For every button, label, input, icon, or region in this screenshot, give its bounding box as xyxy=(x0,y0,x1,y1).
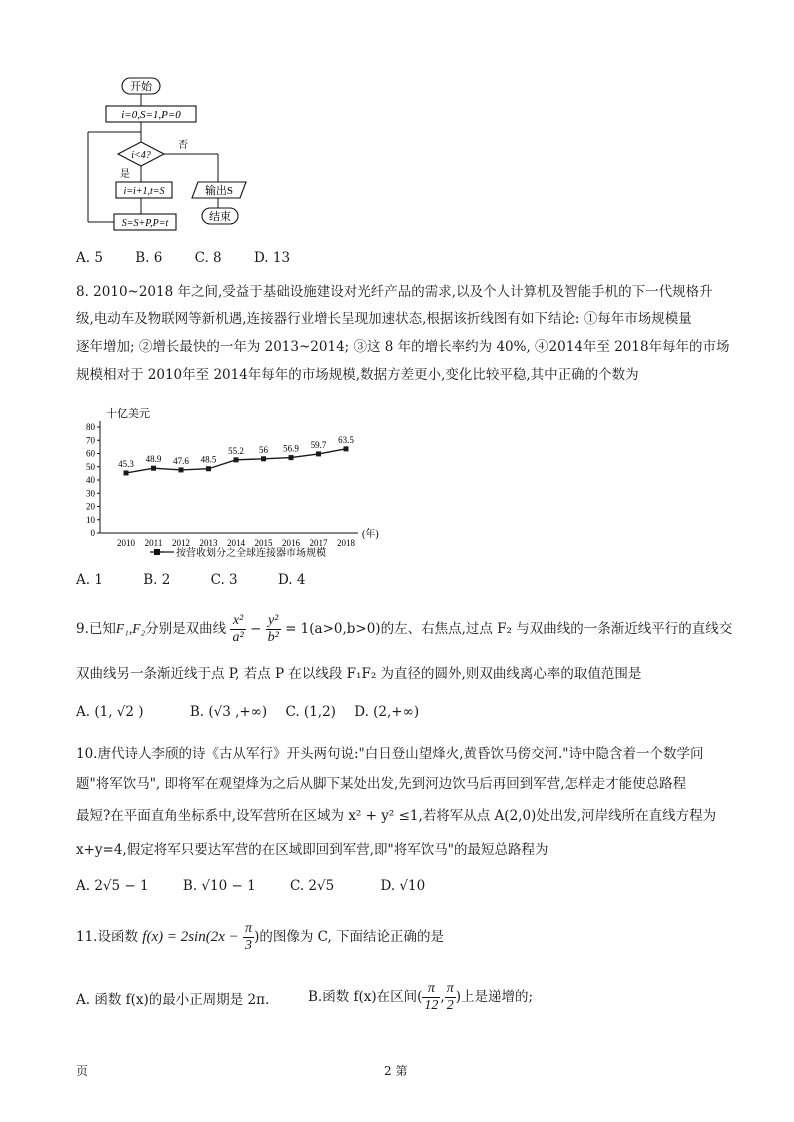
footer-page-number: 2 第 xyxy=(384,1064,408,1078)
chart-data-label: 63.5 xyxy=(338,434,354,445)
q9-options xyxy=(76,702,447,722)
chart-data-label: 56.9 xyxy=(283,443,299,454)
q7-options xyxy=(76,248,318,268)
q10-option-a[interactable]: A. 2√5 − 1 xyxy=(76,878,149,894)
chart-y-tick-label: 10 xyxy=(86,514,95,525)
q11-option-a[interactable]: A. 函数 f(x)的最小正周期是 2π. xyxy=(76,992,270,1008)
flowchart-output-text: 输出S xyxy=(204,185,234,197)
q11-option-b-suffix: )上是递增的; xyxy=(455,989,534,1005)
q8-line2: 级,电动车及物联网等新机遇,连接器行业增长呈现加速状态,根据该折线图有如下结论: ①每年市场规模量 xyxy=(76,311,692,327)
q10-line1: 10.唐代诗人李颀的诗《古从军行》开头两句说:"白日登山望烽火,黄昏饮马傍交河."诗中隐含着一个数学问 xyxy=(76,746,704,762)
flowchart-end-text: 结束 xyxy=(209,211,231,223)
q9-option-c[interactable]: C. (1,2) xyxy=(285,704,336,720)
q9-option-a[interactable]: A. (1, √2 ) xyxy=(76,704,144,720)
q7-option-b[interactable]: B. 6 xyxy=(135,250,163,266)
q11-line1 xyxy=(76,918,444,956)
q11-option-b-prefix: B.函数 f(x)在区间( xyxy=(308,989,423,1005)
chart-x-tick-label: 2010 xyxy=(117,538,135,548)
q11-option-b-fraction-2: $\frac{\pi}{2}$ xyxy=(446,981,454,1013)
chart-y-tick-label: 30 xyxy=(86,488,95,499)
q11-prefix: 11.设函数 xyxy=(76,929,138,945)
q9-line1 xyxy=(76,610,732,648)
q8-line4: 规模相对于 2010年至 2014年每年的市场规模,数据方差更小,变化比较平稳,其中正确的个数为 xyxy=(76,367,639,383)
chart-point xyxy=(289,455,294,460)
q8-options xyxy=(76,570,333,590)
chart-point xyxy=(234,457,239,462)
market-size-line-chart xyxy=(78,405,398,563)
q11-suffix: )的图像为 C, 下面结论正确的是 xyxy=(254,929,445,945)
q7-option-d[interactable]: D. 13 xyxy=(253,250,291,266)
chart-y-axis-label: 十亿美元 xyxy=(106,408,150,420)
chart-y-tick-label: 80 xyxy=(86,422,95,432)
chart-point xyxy=(206,466,211,471)
chart-legend-label: 按营收划分之全球连接器市场规模 xyxy=(176,548,326,559)
q10-option-b[interactable]: B. √10 − 1 xyxy=(182,878,256,894)
flowchart-init-text: i=0,S=1,P=0 xyxy=(121,109,181,121)
chart-point xyxy=(261,456,266,461)
flowchart-step2-text: S=S+P,P=t xyxy=(121,218,169,229)
q7-option-a[interactable]: A. 5 xyxy=(76,250,103,266)
chart-x-tick-label: 2016 xyxy=(282,538,300,548)
chart-y-tick-label: 20 xyxy=(86,501,95,512)
chart-y-tick-label: 70 xyxy=(86,435,95,446)
chart-x-tick-label: 2017 xyxy=(309,538,328,548)
chart-x-axis-label: (年) xyxy=(362,529,379,540)
q9-option-b[interactable]: B. (√3 ,+∞) xyxy=(189,704,268,720)
chart-x-tick-label: 2013 xyxy=(199,538,218,548)
q11-option-b-comma: , xyxy=(440,989,445,1005)
q10-option-d[interactable]: D. √10 xyxy=(380,878,426,894)
chart-x-tick-label: 2015 xyxy=(254,538,273,548)
chart-x-tick-label: 2012 xyxy=(172,538,190,548)
q8-line1: 8. 2010~2018 年之间,受益于基础设施建设对光纤产品的需求,以及个人计算机及智能手机的下一代规格升 xyxy=(76,284,713,300)
chart-data-label: 59.7 xyxy=(310,439,327,450)
q9-fraction-y: $\frac{\text{y²}}{\text{b²}}$ xyxy=(267,613,279,645)
q8-option-b[interactable]: B. 2 xyxy=(143,572,171,588)
chart-data-label: 48.9 xyxy=(145,454,162,465)
q8-line3: 逐年增加; ②增长最快的一年为 2013~2014; ③这 8 年的增长率约为 40%, ④2014年至 2018年每年的市场 xyxy=(76,339,730,355)
chart-y-tick-label: 0 xyxy=(90,528,95,538)
q9-foci: F₁,F₂ xyxy=(115,621,146,636)
q10-line3: 最短?在平面直角坐标系中,设军营所在区域为 x² + y² ≤1,若将军从点 A(2,0)处出发,河岸线所在直线方程为 xyxy=(76,808,717,824)
chart-point xyxy=(124,470,129,475)
chart-x-tick-label: 2011 xyxy=(144,538,163,548)
q9-option-d[interactable]: D. (2,+∞) xyxy=(354,704,420,720)
q9-rest: = 1(a>0,b>0)的左、右焦点,过点 F₂ 与双曲线的一条渐近线平行的直线交 xyxy=(285,621,733,637)
q9-fraction-x: $\frac{\text{x²}}{\text{a²}}$ xyxy=(232,613,244,645)
q9-line2: 双曲线另一条渐近线于点 P, 若点 P 在以线段 F₁F₂ 为直径的圆外,则双曲线离心率的取值范围是 xyxy=(76,666,642,682)
q9-minus: − xyxy=(249,621,262,637)
q11-option-b[interactable] xyxy=(308,978,533,1016)
chart-point xyxy=(344,446,349,451)
chart-data-label: 55.2 xyxy=(228,445,244,456)
flowchart-yes-label: 是 xyxy=(120,169,130,180)
q8-option-c[interactable]: C. 3 xyxy=(210,572,238,588)
q11-function: f(x) = 2sin(2x − xyxy=(142,929,239,945)
q10-option-c[interactable]: C. 2√5 xyxy=(289,878,335,894)
flowchart-no-label: 否 xyxy=(178,140,188,151)
chart-x-tick-label: 2014 xyxy=(227,538,245,548)
q11-fraction: $\frac{\pi}{3}$ xyxy=(245,921,253,953)
q11-option-b-fraction-1: $\frac{\pi}{12}$ xyxy=(424,981,439,1013)
chart-point xyxy=(179,467,184,472)
chart-x-tick-label: 2018 xyxy=(337,538,355,548)
chart-data-label: 56 xyxy=(259,444,268,455)
flowchart-condition-text: i<4? xyxy=(131,150,151,161)
chart-point xyxy=(316,451,321,456)
q8-option-a[interactable]: A. 1 xyxy=(76,572,103,588)
chart-point xyxy=(151,466,156,471)
q9-mid: 分别是双曲线 xyxy=(145,621,227,637)
q8-option-d[interactable]: D. 4 xyxy=(277,572,306,588)
chart-y-tick-label: 60 xyxy=(86,448,95,459)
chart-y-tick-label: 40 xyxy=(86,475,95,485)
q7-option-c[interactable]: C. 8 xyxy=(194,250,222,266)
flowchart-step1-text: i=i+1,t=S xyxy=(123,186,165,197)
chart-y-tick-label: 50 xyxy=(86,461,95,472)
chart-data-label: 45.3 xyxy=(118,458,134,469)
chart-data-label: 47.6 xyxy=(173,455,189,466)
flowchart-start-text: 开始 xyxy=(130,81,152,93)
q10-options xyxy=(76,876,453,896)
flowchart xyxy=(80,74,280,234)
q10-line2: 题"将军饮马", 即将军在观望烽为之后从脚下某处出发,先到河边饮马后再回到军营,怎样走才能使总路程 xyxy=(76,776,687,792)
q9-prefix: 9.已知 xyxy=(76,621,116,637)
chart-data-label: 48.5 xyxy=(200,454,217,465)
q10-line4: x+y=4,假定将军只要达军营的在区域即回到军营,即"将军饮马"的最短总路程为 xyxy=(76,842,549,858)
footer-left: 页 xyxy=(76,1064,89,1078)
